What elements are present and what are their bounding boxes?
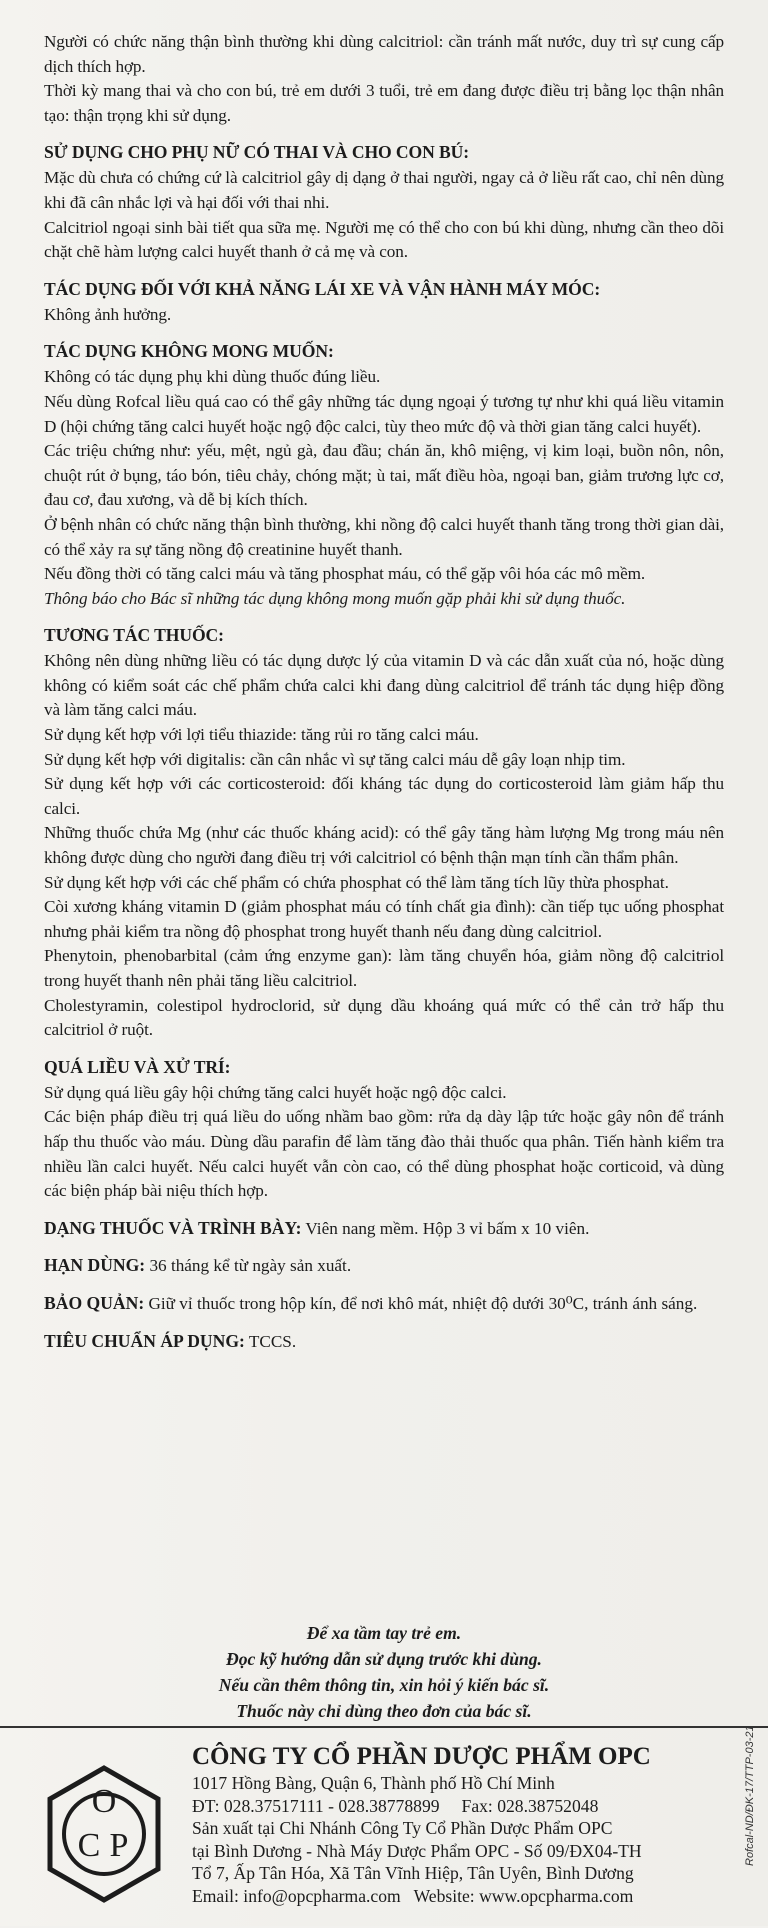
body-paragraph: Sử dụng kết hợp với các corticosteroid: đối kháng tác dụng do corticosteroid làm giảm hấp thu calci.: [44, 774, 724, 818]
info-line: [44, 1329, 724, 1355]
body-paragraph: Sử dụng kết hợp với lợi tiểu thiazide: tăng rủi ro tăng calci máu.: [44, 725, 479, 745]
document-code: Rofcal-ND/ĐK-17/TTP-03-21: [744, 1725, 756, 1866]
info-label: TIÊU CHUẨN ÁP DỤNG:: [44, 1330, 245, 1351]
warning-line: Để xa tầm tay trẻ em.: [306, 1623, 462, 1643]
info-value: 36 tháng kể từ ngày sản xuất.: [145, 1256, 352, 1276]
body-paragraph: Mặc dù chưa có chứng cứ là calcitriol gây dị dạng ở thai người, ngay cả ở liều rất cao, chỉ nên dùng khi đã cân nhắc lợi và hại đối với thai nhi.: [44, 168, 724, 212]
body-paragraph: Còi xương kháng vitamin D (giảm phosphat máu có tính chất gia đình): cần tiếp tục uống phosphat nhưng phải kiểm tra nồng độ phosphat trong huyết thanh nếu đang dùng calcitriol.: [44, 897, 724, 941]
section-heading: TÁC DỤNG KHÔNG MONG MUỐN:: [44, 341, 334, 362]
body-paragraph: Sử dụng kết hợp với digitalis: cần cân nhắc vì sự tăng calci máu dễ gây loạn nhịp tim.: [44, 749, 626, 769]
body-paragraph: Không ảnh hưởng.: [44, 304, 172, 324]
info-line: [44, 1216, 724, 1242]
leaflet-body: [44, 30, 724, 1354]
info-value: TCCS.: [244, 1331, 297, 1351]
body-paragraph: Không có tác dụng phụ khi dùng thuốc đúng liều.: [44, 367, 381, 387]
factory-line-3: Tổ 7, Ấp Tân Hóa, Xã Tân Vĩnh Hiệp, Tân Uyên, Bình Dương: [192, 1863, 634, 1884]
body-paragraph: Nếu đồng thời có tăng calci máu và tăng phosphat máu, có thể gặp vôi hóa các mô mềm.: [44, 564, 646, 584]
info-label: BẢO QUẢN:: [44, 1292, 145, 1313]
factory-line-1: Sản xuất tại Chi Nhánh Công Ty Cổ Phần Dược Phẩm OPC: [192, 1818, 613, 1839]
opc-logo-icon: [44, 1764, 164, 1904]
body-paragraph: Các biện pháp điều trị quá liều do uống nhầm bao gồm: rửa dạ dày lập tức hoặc gây nôn để tránh hấp thu thuốc vào máu. Dùng dầu parafin để làm tăng đào thải thuốc qua phân. Tiến hành kiểm tra nhiều lần calci huyết. Nếu calci huyết vẫn còn cao, có thể dùng phosphat hoặc corticoid, và dùng các biện pháp bài niệu thích hợp.: [44, 1107, 724, 1201]
section-heading: QUÁ LIỀU VÀ XỬ TRÍ:: [44, 1056, 231, 1077]
body-paragraph: Calcitriol ngoại sinh bài tiết qua sữa mẹ. Người mẹ có thể cho con bú khi dùng, nhưng cần theo dõi chặt chẽ hàm lượng calci huyết thanh ở cả mẹ và con.: [44, 217, 724, 262]
body-paragraph: Sử dụng quá liều gây hội chứng tăng calci huyết hoặc ngộ độc calci.: [44, 1082, 507, 1102]
svg-text:P: P: [109, 1827, 129, 1864]
body-paragraph: Những thuốc chứa Mg (như các thuốc kháng acid): có thể gây tăng hàm lượng Mg trong máu nên không được dùng cho người đang điều trị với calcitriol có bệnh thận mạn tính cần thẩm phân.: [44, 823, 724, 868]
warning-line: Nếu cần thêm thông tin, xin hỏi ý kiến bác sĩ.: [218, 1675, 550, 1695]
svg-text:O: O: [91, 1783, 117, 1820]
body-paragraph: Phenytoin, phenobarbital (cảm ứng enzyme gan): làm tăng chuyển hóa, giảm nồng độ calcitriol trong huyết thanh nên phải tăng liều calcitriol.: [44, 946, 724, 990]
info-label: DẠNG THUỐC VÀ TRÌNH BÀY:: [44, 1217, 302, 1238]
notice-paragraph: Thông báo cho Bác sĩ những tác dụng không mong muốn gặp phải khi sử dụng thuốc.: [44, 588, 626, 608]
section-heading: TƯƠNG TÁC THUỐC:: [44, 625, 224, 646]
body-paragraph: Nếu dùng Rofcal liều quá cao có thể gây những tác dụng ngoại ý tương tự như khi quá liều vitamin D (hội chứng tăng calci huyết hoặc ngộ độc calci, tùy theo mức độ và thời gian tăng calci huyết).: [44, 391, 724, 436]
company-footer: [0, 1726, 768, 1928]
company-info: [192, 1742, 732, 1908]
info-line: [44, 1253, 724, 1279]
svg-text:C: C: [77, 1827, 101, 1864]
info-line: [44, 1291, 724, 1317]
company-address: 1017 Hồng Bàng, Quận 6, Thành phố Hồ Chí Minh: [192, 1773, 555, 1793]
body-paragraph: Thời kỳ mang thai và cho con bú, trẻ em dưới 3 tuổi, trẻ em đang được điều trị bằng lọc thận nhân tạo: thận trọng khi sử dụng.: [44, 81, 724, 125]
body-paragraph: Không nên dùng những liều có tác dụng dược lý của vitamin D và các dẫn xuất của nó, hoặc dùng không có kiểm soát các chế phẩm chứa calci khi đang dùng calcitriol để tránh tác dụng hiệp đồng và làm tăng calci máu.: [44, 651, 724, 720]
company-contact: Email: info@opcpharma.com Website: www.opcpharma.com: [192, 1885, 634, 1906]
warning-block: [44, 1620, 724, 1724]
body-paragraph: Người có chức năng thận bình thường khi dùng calcitriol: cần tránh mất nước, duy trì sự cung cấp dịch thích hợp.: [44, 32, 724, 76]
body-paragraph: Cholestyramin, colestipol hydroclorid, sử dụng dầu khoáng quá mức có thể cản trở hấp thu calcitriol ở ruột.: [44, 995, 724, 1040]
warning-line: Thuốc này chỉ dùng theo đơn của bác sĩ.: [236, 1701, 532, 1721]
section-heading: SỬ DỤNG CHO PHỤ NỮ CÓ THAI VÀ CHO CON BÚ:: [44, 142, 470, 163]
body-paragraph: Các triệu chứng như: yếu, mệt, ngủ gà, đau đầu; chán ăn, khô miệng, vị kim loại, buồn nôn, nôn, chuột rút ở bụng, táo bón, tiêu chảy, chóng mặt; ù tai, mất điều hòa, ngoại ban, giảm trương lực cơ, đau cơ, đau xương, và dễ bị kích thích.: [44, 441, 724, 510]
info-value: Viên nang mềm. Hộp 3 vỉ bấm x 10 viên.: [301, 1218, 590, 1238]
section-heading: TÁC DỤNG ĐỐI VỚI KHẢ NĂNG LÁI XE VÀ VẬN HÀNH MÁY MÓC:: [44, 278, 601, 299]
warning-line: Đọc kỹ hướng dẫn sử dụng trước khi dùng.: [226, 1649, 542, 1669]
info-value: Giữ vỉ thuốc trong hộp kín, để nơi khô mát, nhiệt độ dưới 30⁰C, tránh ánh sáng.: [144, 1293, 698, 1313]
body-paragraph: Sử dụng kết hợp với các chế phẩm có chứa phosphat có thể làm tăng tích lũy thừa phosphat.: [44, 872, 669, 892]
info-label: HẠN DÙNG:: [44, 1255, 146, 1276]
company-phone: ĐT: 028.37517111 - 028.38778899 Fax: 028.38752048: [192, 1795, 599, 1816]
factory-line-2: tại Bình Dương - Nhà Máy Dược Phẩm OPC - Số 09/ĐX04-TH: [192, 1840, 642, 1861]
company-name: CÔNG TY CỔ PHẦN DƯỢC PHẨM OPC: [192, 1743, 651, 1770]
body-paragraph: Ở bệnh nhân có chức năng thận bình thường, khi nồng độ calci huyết thanh tăng trong thời gian dài, có thể xảy ra sự tăng nồng độ creatinine huyết thanh.: [44, 514, 724, 559]
